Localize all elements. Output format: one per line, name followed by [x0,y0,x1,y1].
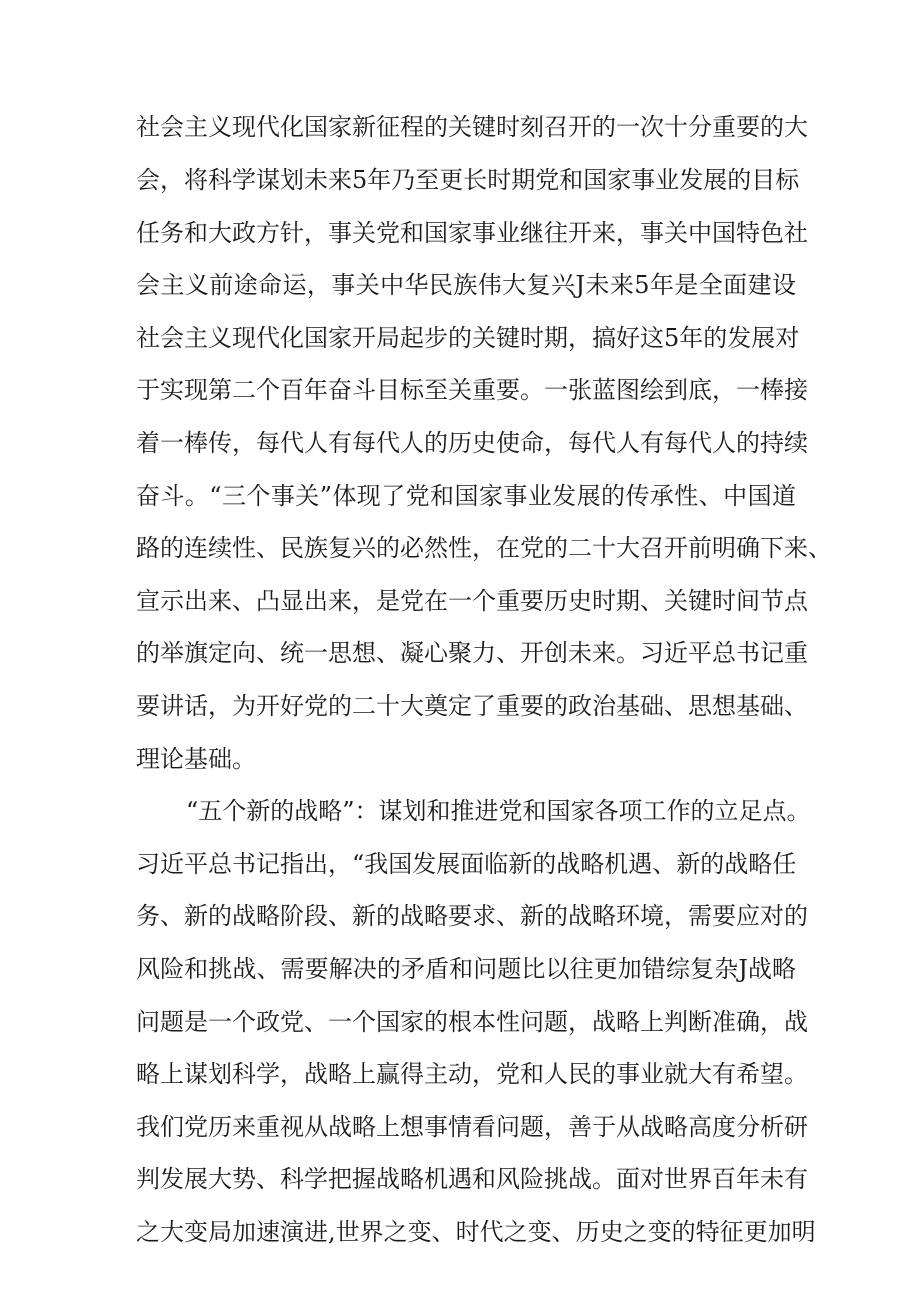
text-line: 宣示出来、凸显出来，是党在一个重要历史时期、关键时间节点 [136,587,808,615]
text-line: 之大变局加速演进,世界之变、时代之变、历史之变的特征更加明 [136,1218,816,1246]
text-line: 任务和大政方针，事关党和国家事业继往开来，事关中国特色社 [136,219,808,247]
text-line: 路的连续性、民族复兴的必然性，在党的二十大召开前明确下来、 [136,534,832,562]
text-line: 理论基础。 [136,745,256,773]
text-line: 务、新的战略阶段、新的战略要求、新的战略环境，需要应对的 [136,902,808,930]
text-line: 会，将科学谋划未来5年乃至更长时期党和国家事业发展的目标 [136,166,800,194]
text-line: 会主义前途命运，事关中华民族伟大复兴J未来5年是全面建设 [136,271,796,299]
text-line: 略上谋划科学，战略上赢得主动，党和人民的事业就大有希望。 [136,1060,808,1088]
text-line: 于实现第二个百年奋斗目标至关重要。一张蓝图绘到底，一棒接 [136,376,808,404]
text-line: 着一棒传，每代人有每代人的历史使命，每代人有每代人的持续 [136,429,808,457]
text-line: 判发展大势、科学把握战略机遇和风险挑战。面对世界百年未有 [136,1165,808,1193]
text-line: 我们党历来重视从战略上想事情看问题，善于从战略高度分析研 [136,1113,808,1141]
text-line: 要讲话，为开好党的二十大奠定了重要的政治基础、思想基础、 [136,692,808,720]
text-line: 奋斗。“三个事关”体现了党和国家事业发展的传承性、中国道 [136,482,796,510]
text-line: “五个新的战略”：谋划和推进党和国家各项工作的立足点。 [186,797,811,825]
text-line: 习近平总书记指出，“我国发展面临新的战略机遇、新的战略任 [136,850,797,878]
text-line: 社会主义现代化国家开局起步的关键时期，搞好这5年的发展对 [136,324,800,352]
text-line: 的举旗定向、统一思想、凝心聚力、开创未来。习近平总书记重 [136,639,808,667]
text-line: 社会主义现代化国家新征程的关键时刻召开的一次十分重要的大 [136,113,808,141]
text-line: 风险和挑战、需要解决的矛盾和问题比以往更加错综复杂J战略 [136,955,796,983]
text-line: 问题是一个政党、一个国家的根本性问题，战略上判断准确，战 [136,1008,808,1036]
